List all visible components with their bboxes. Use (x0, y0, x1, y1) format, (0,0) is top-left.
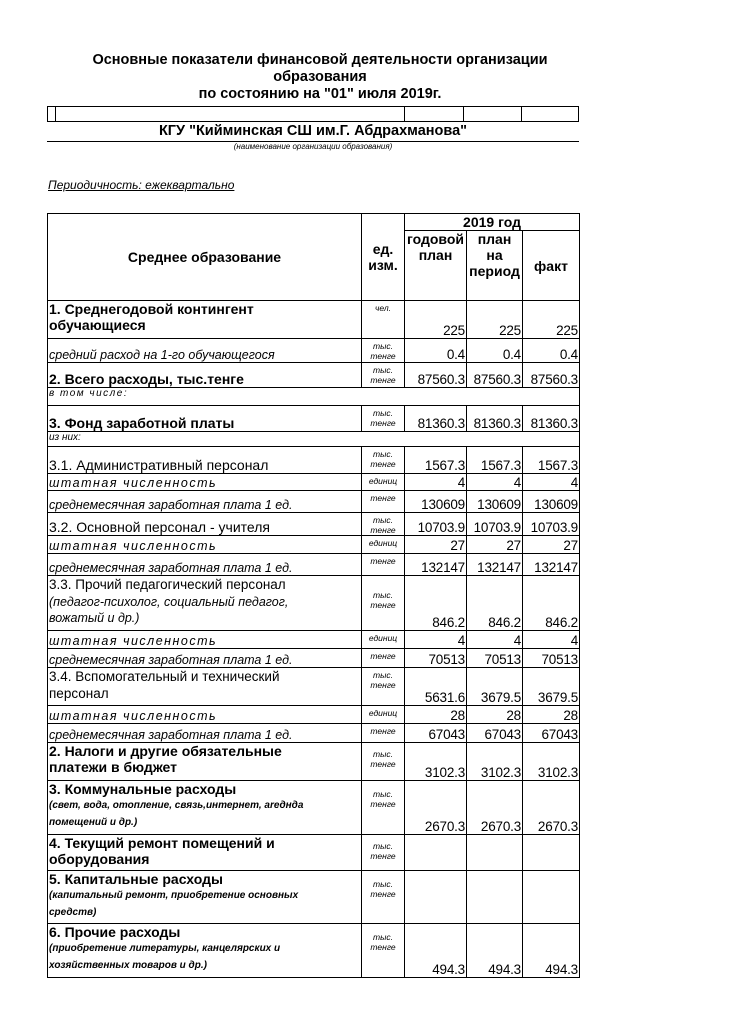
row-annual-plan: 70513 (405, 649, 467, 668)
row-annual-plan: 130609 (405, 491, 467, 513)
row-fact: 81360.3 (523, 406, 580, 432)
row-fact: 87560.3 (523, 363, 580, 388)
row-fact: 130609 (523, 491, 580, 513)
row-fact: 67043 (523, 724, 580, 743)
table-row (48, 388, 580, 406)
row-unit: тыс. тенге (362, 513, 405, 536)
row-label: 3. Фонд заработной платы (48, 406, 362, 432)
row-period-plan (467, 835, 523, 871)
row-unit: тыс. тенге (362, 743, 405, 781)
header-category: Среднее образование (48, 214, 362, 301)
row-fact: 225 (523, 301, 580, 339)
row-label: штатная численность (48, 536, 362, 554)
table-row (48, 781, 580, 835)
row-unit: тыс. тенге (362, 871, 405, 924)
row-period-plan: 4 (467, 474, 523, 491)
document-title (40, 52, 600, 103)
row-period-plan: 1567.3 (467, 447, 523, 474)
table-header-row (48, 214, 580, 231)
row-period-plan: 81360.3 (467, 406, 523, 432)
row-annual-plan: 494.3 (405, 924, 467, 978)
row-label: штатная численность (48, 706, 362, 724)
row-label: 3.3. Прочий педагогический персонал (педагог-психолог, социальный педагог, вожатый и др.) (48, 576, 362, 631)
row-period-plan (467, 871, 523, 924)
table-row (48, 706, 580, 724)
title-line-2: образования (273, 69, 367, 85)
row-label: 2. Налоги и другие обязательные платежи в бюджет (48, 743, 362, 781)
table-row (48, 835, 580, 871)
row-fact: 132147 (523, 554, 580, 576)
row-period-plan: 4 (467, 631, 523, 649)
row-label: 3.2. Основной персонал - учителя (48, 513, 362, 536)
table-row (48, 668, 580, 706)
row-annual-plan: 846.2 (405, 576, 467, 631)
table-row (48, 554, 580, 576)
row-unit: тыс. тенге (362, 339, 405, 363)
row-label: 2. Всего расходы, тыс.тенге (48, 363, 362, 388)
row-label: 1. Среднегодовой контингент обучающиеся (48, 301, 362, 339)
row-period-plan: 70513 (467, 649, 523, 668)
table-row (48, 491, 580, 513)
row-unit: тыс. тенге (362, 835, 405, 871)
row-fact: 28 (523, 706, 580, 724)
row-fact: 2670.3 (523, 781, 580, 835)
row-period-plan: 0.4 (467, 339, 523, 363)
row-period-plan: 132147 (467, 554, 523, 576)
title-line-1: Основные показатели финансовой деятельности организации (92, 52, 548, 68)
row-period-plan: 130609 (467, 491, 523, 513)
row-label: средний расход на 1-го обучающегося (48, 339, 362, 363)
table-row (48, 301, 580, 339)
row-annual-plan (405, 871, 467, 924)
row-label: 5. Капитальные расходы (капитальный ремонт, приобретение основных средств) (48, 871, 362, 924)
row-unit: тыс. тенге (362, 668, 405, 706)
row-fact: 10703.9 (523, 513, 580, 536)
row-annual-plan: 10703.9 (405, 513, 467, 536)
row-period-plan: 225 (467, 301, 523, 339)
row-annual-plan: 67043 (405, 724, 467, 743)
row-unit: чел. (362, 301, 405, 339)
row-label: 3.4. Вспомогательный и технический персонал (48, 668, 362, 706)
organization-name: КГУ "Кийминская СШ им.Г. Абдрахманова" (158, 123, 468, 139)
table-row (48, 406, 580, 432)
row-label: 3.1. Административный персонал (48, 447, 362, 474)
row-unit: тенге (362, 554, 405, 576)
table-row (48, 474, 580, 491)
row-annual-plan: 4 (405, 474, 467, 491)
table-row (48, 724, 580, 743)
row-unit: тенге (362, 491, 405, 513)
row-period-plan: 67043 (467, 724, 523, 743)
row-annual-plan (405, 835, 467, 871)
row-label: штатная численность (48, 631, 362, 649)
row-unit: тыс. тенге (362, 576, 405, 631)
row-period-plan: 27 (467, 536, 523, 554)
row-period-plan: 2670.3 (467, 781, 523, 835)
row-annual-plan: 28 (405, 706, 467, 724)
row-unit: единиц (362, 474, 405, 491)
row-period-plan: 87560.3 (467, 363, 523, 388)
row-annual-plan: 225 (405, 301, 467, 339)
row-fact: 494.3 (523, 924, 580, 978)
table-row (48, 871, 580, 924)
row-fact: 846.2 (523, 576, 580, 631)
row-annual-plan: 81360.3 (405, 406, 467, 432)
header-annual-plan: годовой план (405, 231, 467, 301)
row-label: 3. Коммунальные расходы (свет, вода, отопление, связь,интернет, areднда помещений и др.) (48, 781, 362, 835)
row-label: 6. Прочие расходы (приобретение литературы, канцелярских и хозяйственных товаров и др.) (48, 924, 362, 978)
row-period-plan: 494.3 (467, 924, 523, 978)
row-period-plan: 3679.5 (467, 668, 523, 706)
row-fact: 0.4 (523, 339, 580, 363)
table-row (48, 432, 580, 447)
row-annual-plan: 0.4 (405, 339, 467, 363)
table-row (48, 513, 580, 536)
row-label: из них: (48, 432, 580, 447)
header-period-plan: план на период (467, 231, 523, 301)
row-annual-plan: 1567.3 (405, 447, 467, 474)
row-unit: тыс. тенге (362, 363, 405, 388)
row-fact: 27 (523, 536, 580, 554)
table-row (48, 363, 580, 388)
row-annual-plan: 87560.3 (405, 363, 467, 388)
row-annual-plan: 5631.6 (405, 668, 467, 706)
row-fact: 3679.5 (523, 668, 580, 706)
periodicity: Периодичность: ежеквартально (48, 178, 235, 192)
header-year: 2019 год (405, 214, 580, 231)
table-row (48, 576, 580, 631)
row-fact: 3102.3 (523, 743, 580, 781)
row-label: в том числе: (48, 388, 580, 406)
financial-indicators-table (47, 213, 580, 978)
header-unit: ед. изм. (362, 214, 405, 301)
row-label: 4. Текущий ремонт помещений и оборудования (48, 835, 362, 871)
table-row (48, 924, 580, 978)
row-period-plan: 10703.9 (467, 513, 523, 536)
row-unit: единиц (362, 536, 405, 554)
row-label: среднемесячная заработная плата 1 ед. (48, 554, 362, 576)
row-period-plan: 28 (467, 706, 523, 724)
row-unit: тыс. тенге (362, 781, 405, 835)
title-line-3: по состоянию на "01" июля 2019г. (198, 86, 442, 102)
row-unit: единиц (362, 631, 405, 649)
row-period-plan: 3102.3 (467, 743, 523, 781)
row-period-plan: 846.2 (467, 576, 523, 631)
row-annual-plan: 3102.3 (405, 743, 467, 781)
header-fact: факт (523, 231, 580, 301)
row-label: среднемесячная заработная плата 1 ед. (48, 724, 362, 743)
row-label: среднемесячная заработная плата 1 ед. (48, 491, 362, 513)
row-unit: тыс. тенге (362, 924, 405, 978)
organization-note: (наименование организации образования) (233, 142, 393, 151)
row-fact (523, 835, 580, 871)
row-annual-plan: 132147 (405, 554, 467, 576)
table-row (48, 649, 580, 668)
row-label: штатная численность (48, 474, 362, 491)
row-annual-plan: 2670.3 (405, 781, 467, 835)
table-row (48, 743, 580, 781)
row-fact: 4 (523, 631, 580, 649)
row-unit: единиц (362, 706, 405, 724)
table-row (48, 447, 580, 474)
row-fact: 70513 (523, 649, 580, 668)
row-label: среднемесячная заработная плата 1 ед. (48, 649, 362, 668)
row-fact (523, 871, 580, 924)
row-unit: тенге (362, 724, 405, 743)
row-unit: тыс. тенге (362, 447, 405, 474)
row-fact: 1567.3 (523, 447, 580, 474)
row-unit: тыс. тенге (362, 406, 405, 432)
row-fact: 4 (523, 474, 580, 491)
table-row (48, 339, 580, 363)
blank-header-strip (47, 106, 579, 122)
row-annual-plan: 4 (405, 631, 467, 649)
table-row (48, 536, 580, 554)
row-unit: тенге (362, 649, 405, 668)
table-row (48, 631, 580, 649)
row-annual-plan: 27 (405, 536, 467, 554)
